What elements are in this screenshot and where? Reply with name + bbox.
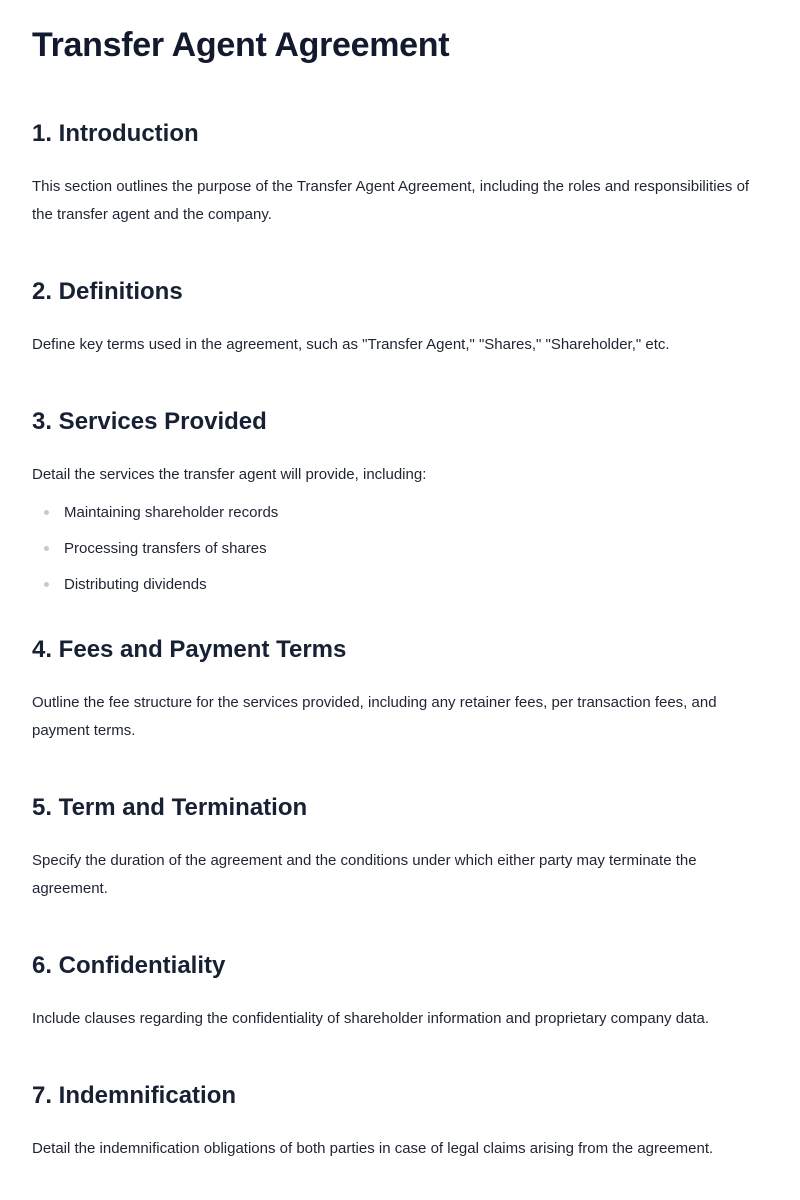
bullet-icon <box>44 546 49 551</box>
section-heading: 1. Introduction <box>32 120 199 147</box>
document-title: Transfer Agent Agreement <box>32 26 450 64</box>
section-heading: 2. Definitions <box>32 278 183 305</box>
section-confidentiality <box>32 951 768 1033</box>
bullet-icon <box>44 582 49 587</box>
section-heading: 5. Term and Termination <box>32 794 308 821</box>
services-list <box>32 503 768 595</box>
section-heading: 3. Services Provided <box>32 408 267 435</box>
section-fees-and-payment-terms <box>32 635 768 745</box>
section-heading: 7. Indemnification <box>32 1082 237 1109</box>
section-text: Outline the fee structure for the services provided, including any retainer fees, per transaction fees, and payment terms. <box>32 694 717 739</box>
section-services-provided <box>32 407 768 595</box>
section-term-and-termination <box>32 793 768 903</box>
section-text: This section outlines the purpose of the Transfer Agent Agreement, including the roles and responsibilities of the transfer agent and the company. <box>32 178 750 223</box>
section-text: Detail the services the transfer agent will provide, including: <box>32 466 427 483</box>
list-item-text: Processing transfers of shares <box>64 540 267 557</box>
section-introduction <box>32 119 768 229</box>
section-indemnification <box>32 1081 768 1163</box>
list-item <box>32 575 768 595</box>
list-item-text: Distributing dividends <box>64 576 207 593</box>
section-heading: 4. Fees and Payment Terms <box>32 636 347 663</box>
section-definitions <box>32 277 768 359</box>
list-item <box>32 503 768 523</box>
section-text: Define key terms used in the agreement, such as "Transfer Agent," "Shares," "Shareholder," etc. <box>32 336 670 353</box>
section-text: Specify the duration of the agreement and the conditions under which either party may terminate the agreement. <box>32 852 697 897</box>
list-item-text: Maintaining shareholder records <box>64 504 279 521</box>
bullet-icon <box>44 510 49 515</box>
section-text: Include clauses regarding the confidentiality of shareholder information and proprietary company data. <box>32 1010 710 1027</box>
list-item <box>32 539 768 559</box>
section-heading: 6. Confidentiality <box>32 952 226 979</box>
section-text: Detail the indemnification obligations of both parties in case of legal claims arising from the agreement. <box>32 1140 714 1157</box>
